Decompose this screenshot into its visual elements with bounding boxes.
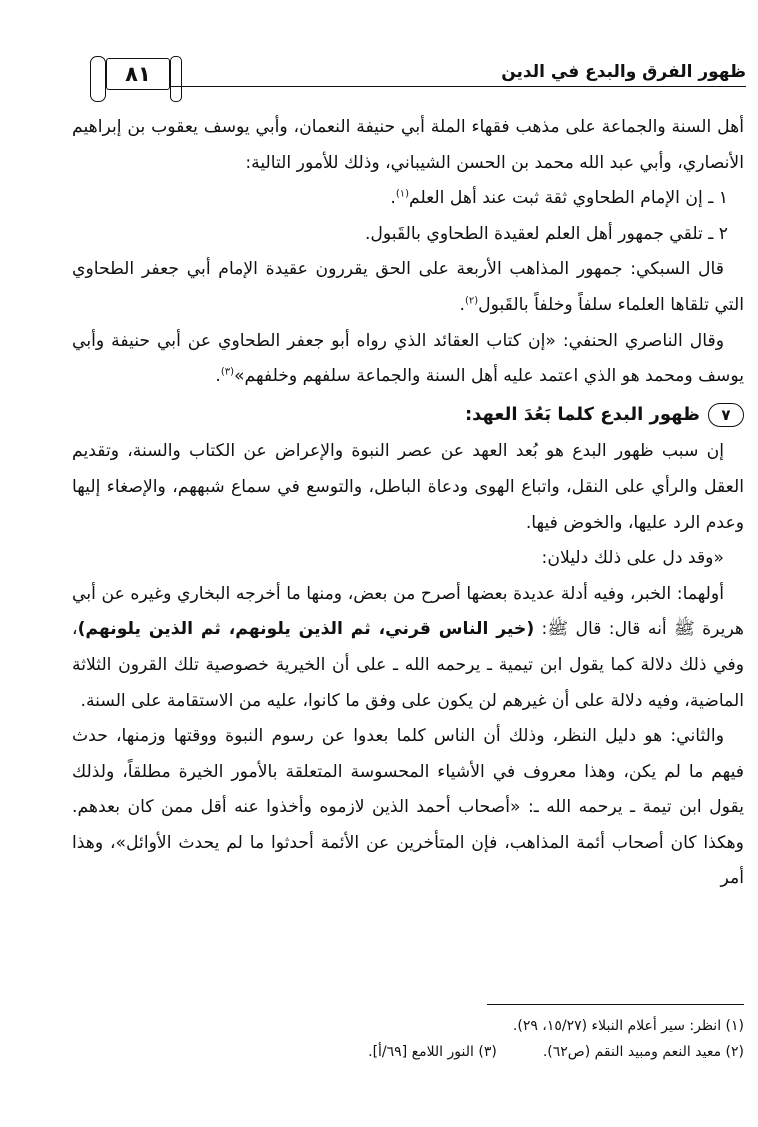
punctuation: . <box>459 294 465 315</box>
body-text <box>72 110 744 897</box>
section-heading <box>72 397 744 433</box>
paragraph: «وقد دل على ذلك دليلان: <box>541 548 724 569</box>
footnote: (١) انظر: سير أعلام النبلاء (١٥/٢٧، ٢٩). <box>512 1018 744 1034</box>
list-item <box>72 181 744 217</box>
footnotes <box>72 1013 744 1065</box>
paragraph: والثاني: هو دليل النظر، وذلك أن الناس كلما بعدوا عن رسوم النبوة ووقتها وزمنها، حدث فيهم ما لم يكن، وهذا معروف في الأشياء المحسوسة المتعلقة بالأمور الخيرة مطلقاً، ولذلك يقول ابن تيمة ـ يرحمه الله ـ: «أصحاب أحمد الذين لازموه وأخذوا عنه أقل ممن كان بعدهم. وهكذا كان أصحاب أئمة المذاهب، فإن المتأخرين عن الأئمة أحدثوا ما لم يحدث الأوائل»، وهذا أمر <box>72 726 744 889</box>
footnote: (٢) معيد النعم ومبيد النقم (ص٦٢). <box>542 1044 744 1060</box>
paragraph <box>72 577 744 719</box>
footnote-ref: (١) <box>395 188 409 200</box>
scroll-ornament-left <box>90 56 106 102</box>
punctuation: . <box>215 366 221 387</box>
paragraph <box>72 252 744 323</box>
footnote-rule <box>487 1004 744 1005</box>
list-item: ٢ ـ تلقي جمهور أهل العلم لعقيدة الطحاوي بالقَبول. <box>364 223 728 244</box>
section-title: ظهور البدع كلما بَعُدَ العهد: <box>464 403 700 425</box>
paragraph-text: قال السبكي: جمهور المذاهب الأربعة على الحق يقررون عقيدة الإمام أبي جعفر الطحاوي التي تلقاها العلماء سلفاً وخلفاً بالقَبول <box>72 259 744 315</box>
paragraph: إن سبب ظهور البدع هو بُعد العهد عن عصر النبوة والإعراض عن الكتاب والسنة، وتقديم العقل والرأي على النقل، واتباع الهوى ودعاة الباطل، والتوسع في سماع شبههم، والإصغاء إليها وعدم الرد عليها، والخوض فيها. <box>72 441 744 533</box>
punctuation: . <box>390 188 396 209</box>
paragraph <box>72 324 744 395</box>
footnote: (٣) النور اللامع [٦٩/أ]. <box>368 1044 497 1060</box>
paragraph-text: أولهما: الخبر، وفيه أدلة عديدة بعضها أصرح من بعض، ومنها ما أخرجه البخاري وغيره عن أبي هريرة ﷺ أنه قال: قال ﷺ: <box>72 583 744 640</box>
page-number: ٨١ <box>106 58 170 90</box>
hadith-quote: (خير الناس قرني، ثم الذين يلونهم، ثم الذين يلونهم) <box>77 619 535 640</box>
footnote-ref: (٢) <box>464 295 479 307</box>
footnote-ref: (٣) <box>220 366 234 378</box>
footnote-row <box>72 1039 744 1065</box>
list-item-text: ١ ـ إن الإمام الطحاوي ثقة ثبت عند أهل العلم <box>409 188 728 209</box>
scroll-ornament-right <box>170 56 182 102</box>
paragraph-text: وقال الناصري الحنفي: «إن كتاب العقائد الذي رواه أبو جعفر الطحاوي عن أبي حنيفة وأبي يوسف ومحمد هو الذي اعتمد عليه أهل السنة والجماعة سلفهم وخلفهم» <box>72 330 744 387</box>
running-title: ظهور الفرق والبدع في الدين <box>501 62 746 82</box>
section-number: ٧ <box>708 403 744 427</box>
header-rule <box>170 86 746 87</box>
page-header <box>70 56 746 96</box>
paragraph: أهل السنة والجماعة على مذهب فقهاء الملة أبي حنيفة النعمان، وأبي يوسف يعقوب بن إبراهيم الأنصاري، وأبي عبد الله محمد بن الحسن الشيباني، وذلك للأمور التالية: <box>72 117 744 173</box>
paragraph-text: ، وفي ذلك دلالة كما يقول ابن تيمية ـ يرحمه الله ـ على أن الخيرية خصوصية تلك القرون الثلاثة الماضية، وفيه دلالة على أن غيرهم لن يكون على وفق ما كانوا، عليه من الاستقامة على السنة. <box>72 619 744 711</box>
